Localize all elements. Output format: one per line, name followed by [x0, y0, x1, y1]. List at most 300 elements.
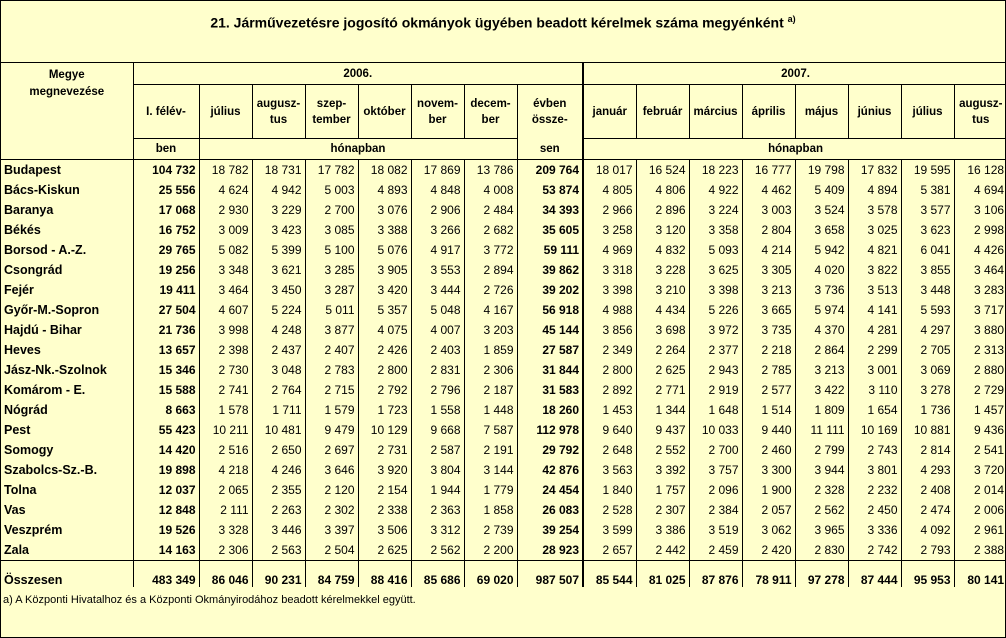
county-name: Nógrád	[1, 400, 133, 420]
cell-value: 9 440	[742, 420, 795, 440]
cell-value: 35 605	[517, 220, 583, 240]
cell-value: 2 682	[464, 220, 517, 240]
cell-value: 4 607	[199, 300, 252, 320]
cell-value: 3 736	[795, 280, 848, 300]
cell-value: 2 943	[689, 360, 742, 380]
cell-value: 1 840	[583, 480, 636, 500]
table-row	[1, 360, 1006, 380]
cell-value: 2 232	[848, 480, 901, 500]
cell-value: 987 507	[517, 561, 583, 587]
cell-value: 2 792	[358, 380, 411, 400]
cell-value: 5 082	[199, 240, 252, 260]
cell-value: 4 917	[411, 240, 464, 260]
cell-value: 3 120	[636, 220, 689, 240]
county-name: Somogy	[1, 440, 133, 460]
cell-value: 2 474	[901, 500, 954, 520]
cell-value: 3 944	[795, 460, 848, 480]
cell-value: 29 765	[133, 240, 199, 260]
cell-value: 31 844	[517, 360, 583, 380]
cell-value: 16 752	[133, 220, 199, 240]
cell-value: 3 210	[636, 280, 689, 300]
cell-value: 3 110	[848, 380, 901, 400]
month-2007-header-1-line1: február	[642, 105, 683, 118]
month-2007-header-3	[742, 85, 795, 139]
cell-value: 13 786	[464, 160, 517, 181]
cell-value: 10 881	[901, 420, 954, 440]
cell-value: 9 437	[636, 420, 689, 440]
cell-value: 2 742	[848, 540, 901, 561]
table-row	[1, 460, 1006, 480]
month-2006-header-4-line1: novem-	[417, 97, 458, 110]
footnote: a) A Központi Hivatalhoz és a Központi Okmányirodához beadott kérelmekkel együtt.	[3, 594, 416, 606]
month-2006-header-3	[358, 85, 411, 139]
cell-value: 1 900	[742, 480, 795, 500]
month-2006-header-4	[411, 85, 464, 139]
cell-value: 2 426	[358, 340, 411, 360]
cell-value: 2 577	[742, 380, 795, 400]
cell-value: 3 448	[901, 280, 954, 300]
cell-value: 2 302	[305, 500, 358, 520]
month-2006-header-3-line1: október	[363, 105, 406, 118]
cell-value: 3 283	[974, 283, 1005, 297]
cell-value: 1 779	[464, 480, 517, 500]
cell-value: 1 859	[464, 340, 517, 360]
county-name: Komárom - E.	[1, 380, 133, 400]
year-2006-header: 2006.	[133, 63, 583, 85]
cell-value: 3 519	[689, 520, 742, 540]
county-name: Heves	[1, 340, 133, 360]
cell-value: 4 293	[901, 460, 954, 480]
cell-value: 1 453	[583, 400, 636, 420]
cell-value: 3 735	[742, 320, 795, 340]
cell-value: 2 650	[252, 440, 305, 460]
cell-value: 2 961	[974, 523, 1005, 537]
county-name: Veszprém	[1, 520, 133, 540]
county-name: Vas	[1, 500, 133, 520]
cell-value: 4 214	[742, 240, 795, 260]
cell-value: 4 141	[848, 300, 901, 320]
cell-value: 5 093	[689, 240, 742, 260]
county-name: Szabolcs-Sz.-B.	[1, 460, 133, 480]
cell-value: 2 191	[464, 440, 517, 460]
cell-value: 3 062	[742, 520, 795, 540]
cell-value: 2 403	[411, 340, 464, 360]
table-row	[1, 340, 1006, 360]
cell-value: 5 942	[795, 240, 848, 260]
cell-value: 39 202	[517, 280, 583, 300]
month-2007-header-6-line1: július	[912, 105, 943, 118]
cell-value: 10 129	[358, 420, 411, 440]
half-year-header-cont: ben	[133, 139, 199, 160]
cell-value: 3 106	[974, 203, 1005, 217]
cell-value: 2 484	[464, 200, 517, 220]
cell-value: 17 869	[411, 160, 464, 181]
cell-value: 4 092	[901, 520, 954, 540]
county-name: Fejér	[1, 280, 133, 300]
cell-value: 4 942	[252, 180, 305, 200]
cell-value: 4 281	[848, 320, 901, 340]
table-row	[1, 160, 1006, 181]
month-2007-header-5	[848, 85, 901, 139]
month-2007-header-0-line1: január	[592, 105, 628, 118]
cell-value: 3 621	[252, 260, 305, 280]
cell-value: 3 009	[199, 220, 252, 240]
month-2007-header-2	[689, 85, 742, 139]
cell-value: 1 558	[411, 400, 464, 420]
cell-value: 2 731	[358, 440, 411, 460]
cell-value: 104 732	[133, 160, 199, 181]
cell-value: 4 248	[252, 320, 305, 340]
cell-value: 90 231	[252, 561, 305, 587]
cell-value: 2 263	[252, 500, 305, 520]
cell-value: 3 506	[358, 520, 411, 540]
cell-value: 3 801	[848, 460, 901, 480]
cell-value: 3 577	[901, 200, 954, 220]
cell-value: 28 923	[517, 540, 583, 561]
cell-value: 10 211	[199, 420, 252, 440]
cell-value: 14 163	[133, 540, 199, 561]
cell-value: 19 526	[133, 520, 199, 540]
cell-value: 3 266	[411, 220, 464, 240]
table-row	[1, 320, 1006, 340]
cell-value: 2 800	[583, 360, 636, 380]
cell-value: 5 076	[358, 240, 411, 260]
cell-value: 3 318	[583, 260, 636, 280]
cell-value: 4 805	[583, 180, 636, 200]
cell-value: 3 224	[689, 200, 742, 220]
cell-value: 81 025	[636, 561, 689, 587]
county-name: Bács-Kiskun	[1, 180, 133, 200]
cell-value: 4 020	[795, 260, 848, 280]
cell-value: 2 264	[636, 340, 689, 360]
cell-value: 2 200	[464, 540, 517, 561]
table-row	[1, 400, 1006, 420]
cell-value: 3 446	[252, 520, 305, 540]
cell-value: 4 075	[358, 320, 411, 340]
cell-value: 3 001	[848, 360, 901, 380]
cell-value: 2 299	[848, 340, 901, 360]
county-name: Győr-M.-Sopron	[1, 300, 133, 320]
cell-value: 16 128	[954, 160, 1006, 181]
half-year-header-line1: I. félév-	[146, 105, 186, 118]
cell-value: 2 587	[411, 440, 464, 460]
data-table	[1, 62, 1006, 587]
cell-value: 88 416	[358, 561, 411, 587]
cell-value: 34 393	[517, 200, 583, 220]
cell-value: 3 563	[583, 460, 636, 480]
cell-value: 112 978	[517, 420, 583, 440]
month-2006-header-2	[305, 85, 358, 139]
county-name: Jász-Nk.-Szolnok	[1, 360, 133, 380]
cell-value: 2 563	[252, 540, 305, 561]
cell-value: 2 377	[689, 340, 742, 360]
cell-value: 3 965	[795, 520, 848, 540]
cell-value: 1 858	[464, 500, 517, 520]
cell-value: 10 033	[689, 420, 742, 440]
cell-value: 87 444	[848, 561, 901, 587]
cell-value: 4 848	[411, 180, 464, 200]
cell-value: 56 918	[517, 300, 583, 320]
cell-value: 3 388	[358, 220, 411, 240]
table-row	[1, 240, 1006, 260]
month-2007-header-7-line1: augusz-	[959, 97, 1003, 110]
cell-value: 95 953	[901, 561, 954, 587]
cell-value: 3 880	[974, 323, 1005, 337]
cell-value: 2 764	[252, 380, 305, 400]
table-row	[1, 380, 1006, 400]
table-row	[1, 300, 1006, 320]
cell-value: 9 640	[583, 420, 636, 440]
cell-value: 4 297	[901, 320, 954, 340]
year-total-header-line2: össze-	[531, 113, 568, 126]
cell-value: 4 988	[583, 300, 636, 320]
cell-value: 2 730	[199, 360, 252, 380]
cell-value: 2 783	[305, 360, 358, 380]
cell-value: 3 085	[305, 220, 358, 240]
cell-value: 25 556	[133, 180, 199, 200]
cell-value: 3 048	[252, 360, 305, 380]
cell-value: 4 426	[974, 243, 1005, 257]
month-2007-header-1	[636, 85, 689, 139]
cell-value: 12 037	[133, 480, 199, 500]
cell-value: 21 736	[133, 320, 199, 340]
cell-value: 2 892	[583, 380, 636, 400]
county-header-line2: megnevezése	[29, 86, 105, 98]
cell-value: 2 384	[689, 500, 742, 520]
month-2007-header-5-line1: június	[857, 105, 892, 118]
county-name: Zala	[1, 540, 133, 561]
table-row	[1, 420, 1006, 440]
cell-value: 2 065	[199, 480, 252, 500]
cell-value: 5 226	[689, 300, 742, 320]
cell-value: 39 862	[517, 260, 583, 280]
cell-value: 2 006	[974, 503, 1005, 517]
cell-value: 3 623	[901, 220, 954, 240]
month-2006-header-1-line1: augusz-	[256, 97, 301, 110]
cell-value: 2 504	[305, 540, 358, 561]
cell-value: 3 398	[689, 280, 742, 300]
cell-value: 2 771	[636, 380, 689, 400]
cell-value: 87 876	[689, 561, 742, 587]
cell-value: 4 218	[199, 460, 252, 480]
cell-value: 2 313	[974, 343, 1005, 357]
month-2007-header-3-line1: április	[751, 105, 786, 118]
cell-value: 2 739	[464, 520, 517, 540]
cell-value: 1 514	[742, 400, 795, 420]
cell-value: 4 246	[252, 460, 305, 480]
county-name: Tolna	[1, 480, 133, 500]
cell-value: 5 381	[901, 180, 954, 200]
cell-value: 3 578	[848, 200, 901, 220]
cell-value: 4 370	[795, 320, 848, 340]
cell-value: 2 460	[742, 440, 795, 460]
cell-value: 3 698	[636, 320, 689, 340]
month-2007-header-7	[954, 85, 1006, 139]
cell-value: 2 919	[689, 380, 742, 400]
cell-value: 69 020	[464, 561, 517, 587]
cell-value: 8 663	[133, 400, 199, 420]
cell-value: 2 420	[742, 540, 795, 561]
cell-value: 4 821	[848, 240, 901, 260]
cell-value: 1 457	[974, 403, 1005, 417]
cell-value: 24 454	[517, 480, 583, 500]
cell-value: 2 700	[689, 440, 742, 460]
cell-value: 1 654	[848, 400, 901, 420]
cell-value: 3 228	[636, 260, 689, 280]
cell-value: 1 809	[795, 400, 848, 420]
cell-value: 1 448	[464, 400, 517, 420]
cell-value: 2 328	[795, 480, 848, 500]
table-row	[1, 200, 1006, 220]
month-2006-header-5	[464, 85, 517, 139]
cell-value: 10 481	[252, 420, 305, 440]
cell-value: 10 169	[848, 420, 901, 440]
year-total-header-cont: sen	[517, 139, 583, 160]
cell-value: 18 017	[583, 160, 636, 181]
cell-value: 1 757	[636, 480, 689, 500]
cell-value: 3 398	[583, 280, 636, 300]
cell-value: 2 442	[636, 540, 689, 561]
cell-value: 3 665	[742, 300, 795, 320]
cell-value: 18 223	[689, 160, 742, 181]
total-label: Összesen	[1, 561, 133, 587]
cell-value: 19 411	[133, 280, 199, 300]
cell-value: 2 307	[636, 500, 689, 520]
cell-value: 2 154	[358, 480, 411, 500]
cell-value: 3 717	[974, 303, 1005, 317]
cell-value: 1 944	[411, 480, 464, 500]
cell-value: 2 697	[305, 440, 358, 460]
title-footnote-marker: a)	[787, 14, 796, 24]
month-2007-header-6	[901, 85, 954, 139]
cell-value: 3 772	[464, 240, 517, 260]
cell-value: 2 800	[358, 360, 411, 380]
cell-value: 4 893	[358, 180, 411, 200]
cell-value: 2 306	[199, 540, 252, 561]
cell-value: 4 434	[636, 300, 689, 320]
cell-value: 18 782	[199, 160, 252, 181]
county-name: Pest	[1, 420, 133, 440]
table-row	[1, 520, 1006, 540]
cell-value: 3 998	[199, 320, 252, 340]
cell-value: 4 922	[689, 180, 742, 200]
cell-value: 2 700	[305, 200, 358, 220]
cell-value: 3 386	[636, 520, 689, 540]
month-2006-header-2-line2: tember	[312, 113, 351, 126]
cell-value: 2 831	[411, 360, 464, 380]
cell-value: 2 906	[411, 200, 464, 220]
cell-value: 2 796	[411, 380, 464, 400]
cell-value: 3 464	[974, 263, 1005, 277]
cell-value: 86 046	[199, 561, 252, 587]
cell-value: 3 203	[464, 320, 517, 340]
cell-value: 2 966	[583, 200, 636, 220]
cell-value: 2 388	[974, 543, 1005, 557]
year-total-header	[517, 85, 583, 139]
cell-value: 1 344	[636, 400, 689, 420]
cell-value: 4 894	[848, 180, 901, 200]
cell-value: 3 003	[742, 200, 795, 220]
cell-value: 13 657	[133, 340, 199, 360]
cell-value: 2 187	[464, 380, 517, 400]
cell-value: 3 300	[742, 460, 795, 480]
cell-value: 2 930	[199, 200, 252, 220]
cell-value: 2 896	[636, 200, 689, 220]
cell-value: 42 876	[517, 460, 583, 480]
cell-value: 3 856	[583, 320, 636, 340]
cell-value: 2 057	[742, 500, 795, 520]
cell-value: 3 285	[305, 260, 358, 280]
cell-value: 3 444	[411, 280, 464, 300]
cell-value: 27 504	[133, 300, 199, 320]
cell-value: 7 587	[464, 420, 517, 440]
cell-value: 2 625	[636, 360, 689, 380]
cell-value: 3 420	[358, 280, 411, 300]
cell-value: 3 305	[742, 260, 795, 280]
cell-value: 4 969	[583, 240, 636, 260]
cell-value: 16 524	[636, 160, 689, 181]
cell-value: 483 349	[133, 561, 199, 587]
cell-value: 2 355	[252, 480, 305, 500]
cell-value: 3 312	[411, 520, 464, 540]
cell-value: 3 920	[358, 460, 411, 480]
cell-value: 209 764	[517, 160, 583, 181]
cell-value: 5 357	[358, 300, 411, 320]
cell-value: 3 625	[689, 260, 742, 280]
cell-value: 55 423	[133, 420, 199, 440]
county-header	[1, 63, 133, 139]
cell-value: 3 720	[974, 463, 1005, 477]
cell-value: 14 420	[133, 440, 199, 460]
month-2007-header-0	[583, 85, 636, 139]
cell-value: 2 562	[795, 500, 848, 520]
cell-value: 2 541	[974, 443, 1005, 457]
month-2006-header-0-line1: július	[210, 105, 241, 118]
month-2007-header-4-line1: május	[804, 105, 839, 118]
cell-value: 3 358	[689, 220, 742, 240]
cell-value: 4 806	[636, 180, 689, 200]
county-name: Budapest	[1, 160, 133, 181]
cell-value: 3 553	[411, 260, 464, 280]
monthly-2006-label: hónapban	[199, 139, 517, 160]
cell-value: 19 595	[901, 160, 954, 181]
cell-value: 12 848	[133, 500, 199, 520]
cell-value: 2 120	[305, 480, 358, 500]
table-row	[1, 540, 1006, 561]
cell-value: 2 459	[689, 540, 742, 561]
cell-value: 2 625	[358, 540, 411, 561]
cell-value: 2 014	[974, 483, 1005, 497]
month-2006-header-5-line1: decem-	[470, 97, 511, 110]
cell-value: 1 736	[901, 400, 954, 420]
cell-value: 18 731	[252, 160, 305, 181]
table-row	[1, 180, 1006, 200]
cell-value: 4 832	[636, 240, 689, 260]
cell-value: 5 100	[305, 240, 358, 260]
cell-value: 3 397	[305, 520, 358, 540]
cell-value: 2 864	[795, 340, 848, 360]
cell-value: 3 069	[901, 360, 954, 380]
cell-value: 15 346	[133, 360, 199, 380]
cell-value: 2 450	[848, 500, 901, 520]
cell-value: 2 715	[305, 380, 358, 400]
cell-value: 39 254	[517, 520, 583, 540]
month-2006-header-1	[252, 85, 305, 139]
cell-value: 3 757	[689, 460, 742, 480]
monthly-2007-label: hónapban	[583, 139, 1006, 160]
cell-value: 3 144	[464, 460, 517, 480]
month-2007-header-2-line1: március	[693, 105, 738, 118]
